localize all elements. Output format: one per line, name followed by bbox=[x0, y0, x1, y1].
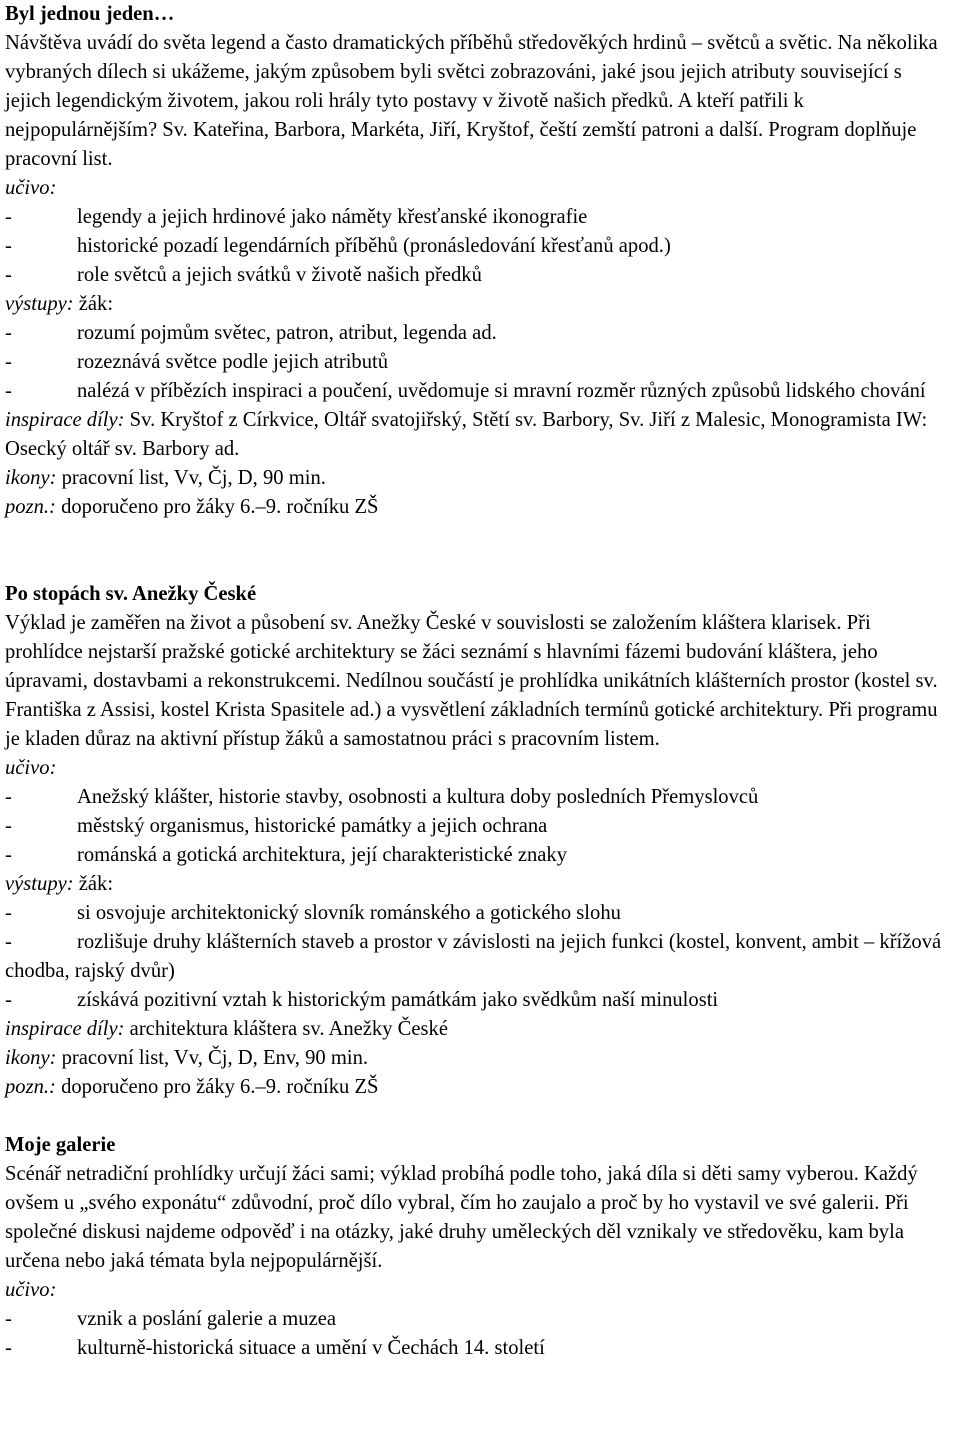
dash: - bbox=[5, 786, 12, 808]
ikony-label: ikony: bbox=[5, 467, 57, 489]
pozn-line bbox=[5, 493, 952, 522]
inspirace-label: inspirace díly: bbox=[5, 409, 125, 431]
vystupy-label: výstupy: bbox=[5, 293, 74, 315]
section-gap bbox=[5, 1102, 952, 1131]
inspirace-line bbox=[5, 1015, 952, 1044]
list-item bbox=[5, 928, 952, 986]
inspirace-text: Sv. Kryštof z Církvice, Oltář svatojiřský, Stětí sv. Barbory, Sv. Jiří z Malesic, Monogramista IW: Osecký oltář sv. Barbory ad. bbox=[5, 409, 928, 460]
ikony-label: ikony: bbox=[5, 1047, 57, 1069]
list-item bbox=[5, 1334, 952, 1363]
dash: - bbox=[5, 351, 12, 373]
list-item-text: nalézá v příbězích inspiraci a poučení, uvědomuje si mravní rozměr různých způsobů lidského chování bbox=[77, 380, 926, 402]
section-intro: Výklad je zaměřen na život a působení sv. Anežky České v souvislosti se založením kláštera klarisek. Při prohlídce nejstarší pražské gotické architektury se žáci seznámí s hlavními fázemi budování kláštera, jeho úpravami, dostavbami a rekonstrukcemi. Nedílnou součástí je prohlídka unikátních klášterních prostor (kostel sv. Františka z Assisi, kostel Krista Spasitele ad.) a vysvětlení základních termínů gotické architektury. Při programu je kladen důraz na aktivní přístup žáků a samostatnou práci s pracovním listem. bbox=[5, 612, 938, 750]
list-item bbox=[5, 783, 952, 812]
dash: - bbox=[5, 206, 12, 228]
dash: - bbox=[5, 1308, 12, 1330]
list-item bbox=[5, 812, 952, 841]
pozn-text: doporučeno pro žáky 6.–9. ročníku ZŠ bbox=[55, 496, 379, 518]
section-gap bbox=[5, 522, 952, 580]
section-title: Po stopách sv. Anežky České bbox=[5, 583, 257, 605]
vystupy-heading bbox=[5, 290, 952, 319]
list-item-text: si osvojuje architektonický slovník románského a gotického slohu bbox=[77, 902, 621, 924]
inspirace-label: inspirace díly: bbox=[5, 1018, 125, 1040]
list-item-text: románská a gotická architektura, její charakteristické znaky bbox=[77, 844, 568, 866]
list-item-text: získává pozitivní vztah k historickým památkám jako svědkům naší minulosti bbox=[77, 989, 719, 1011]
vystupy-label: výstupy: bbox=[5, 873, 74, 895]
list-item-text: rozlišuje druhy klášterních staveb a prostor v závislosti na jejich funkci (kostel, konvent, ambit – křížová chodba, rajský dvůr) bbox=[5, 931, 942, 982]
vystupy-suffix: žák: bbox=[73, 293, 114, 315]
section-title: Moje galerie bbox=[5, 1134, 116, 1156]
list-item-text: kulturně-historická situace a umění v Čechách 14. století bbox=[77, 1337, 545, 1359]
ikony-text: pracovní list, Vv, Čj, D, 90 min. bbox=[56, 467, 326, 489]
section-intro: Scénář netradiční prohlídky určují žáci sami; výklad probíhá podle toho, jaká díla si děti samy vyberou. Každý ovšem u „svého exponátu“ zdůvodní, proč dílo vybral, čím ho zaujalo a proč by ho vystavil ve své galerii. Při společné diskusi najdeme odpověď i na otázky, jaké druhy uměleckých děl vznikaly ve středověku, kam byla určena nebo jaká témata byla nejpopulárnější. bbox=[5, 1163, 918, 1272]
ikony-line bbox=[5, 464, 952, 493]
pozn-line bbox=[5, 1073, 952, 1102]
dash: - bbox=[5, 264, 12, 286]
section-po-stopach bbox=[5, 580, 952, 1102]
list-item-text: vznik a poslání galerie a muzea bbox=[77, 1308, 337, 1330]
list-item bbox=[5, 377, 952, 406]
dash: - bbox=[5, 1337, 12, 1359]
list-item-text: rozumí pojmům světec, patron, atribut, legenda ad. bbox=[77, 322, 497, 344]
pozn-label: pozn.: bbox=[5, 1076, 56, 1098]
list-item bbox=[5, 899, 952, 928]
list-item bbox=[5, 841, 952, 870]
list-item-text: Anežský klášter, historie stavby, osobnosti a kultura doby posledních Přemyslovců bbox=[77, 786, 759, 808]
vystupy-heading bbox=[5, 870, 952, 899]
section-moje-galerie bbox=[5, 1131, 952, 1363]
dash: - bbox=[5, 902, 12, 924]
list-item bbox=[5, 319, 952, 348]
list-item bbox=[5, 986, 952, 1015]
list-item bbox=[5, 348, 952, 377]
dash: - bbox=[5, 844, 12, 866]
list-item bbox=[5, 203, 952, 232]
dash: - bbox=[5, 380, 12, 402]
list-item bbox=[5, 1305, 952, 1334]
section-byl-jednou-jeden bbox=[5, 0, 952, 522]
list-item bbox=[5, 261, 952, 290]
ikony-line bbox=[5, 1044, 952, 1073]
dash: - bbox=[5, 322, 12, 344]
ucivo-label: učivo: bbox=[5, 757, 57, 779]
inspirace-line bbox=[5, 406, 952, 464]
list-item bbox=[5, 232, 952, 261]
ucivo-label: učivo: bbox=[5, 1279, 57, 1301]
section-title: Byl jednou jeden… bbox=[5, 3, 175, 25]
dash: - bbox=[5, 931, 12, 953]
inspirace-text: architektura kláštera sv. Anežky České bbox=[124, 1018, 448, 1040]
dash: - bbox=[5, 989, 12, 1011]
list-item-text: městský organismus, historické památky a jejich ochrana bbox=[77, 815, 548, 837]
ikony-text: pracovní list, Vv, Čj, D, Env, 90 min. bbox=[56, 1047, 369, 1069]
ucivo-label: učivo: bbox=[5, 177, 57, 199]
dash: - bbox=[5, 235, 12, 257]
pozn-label: pozn.: bbox=[5, 496, 56, 518]
vystupy-suffix: žák: bbox=[73, 873, 114, 895]
pozn-text: doporučeno pro žáky 6.–9. ročníku ZŠ bbox=[55, 1076, 379, 1098]
section-intro: Návštěva uvádí do světa legend a často dramatických příběhů středověkých hrdinů – světců a světic. Na několika vybraných dílech si ukážeme, jakým způsobem byli světci zobrazováni, jaké jsou jejich atributy související s jejich legendickým životem, jakou roli hrály tyto postavy v životě našich předků. A kteří patřili k nejpopulárnějším? Sv. Kateřina, Barbora, Markéta, Jiří, Kryštof, čeští zemští patroni a další. Program doplňuje pracovní list. bbox=[5, 32, 938, 170]
list-item-text: legendy a jejich hrdinové jako náměty křesťanské ikonografie bbox=[77, 206, 588, 228]
dash: - bbox=[5, 815, 12, 837]
list-item-text: rozeznává světce podle jejich atributů bbox=[77, 351, 389, 373]
list-item-text: role světců a jejich svátků v životě našich předků bbox=[77, 264, 482, 286]
list-item-text: historické pozadí legendárních příběhů (pronásledování křesťanů apod.) bbox=[77, 235, 671, 257]
